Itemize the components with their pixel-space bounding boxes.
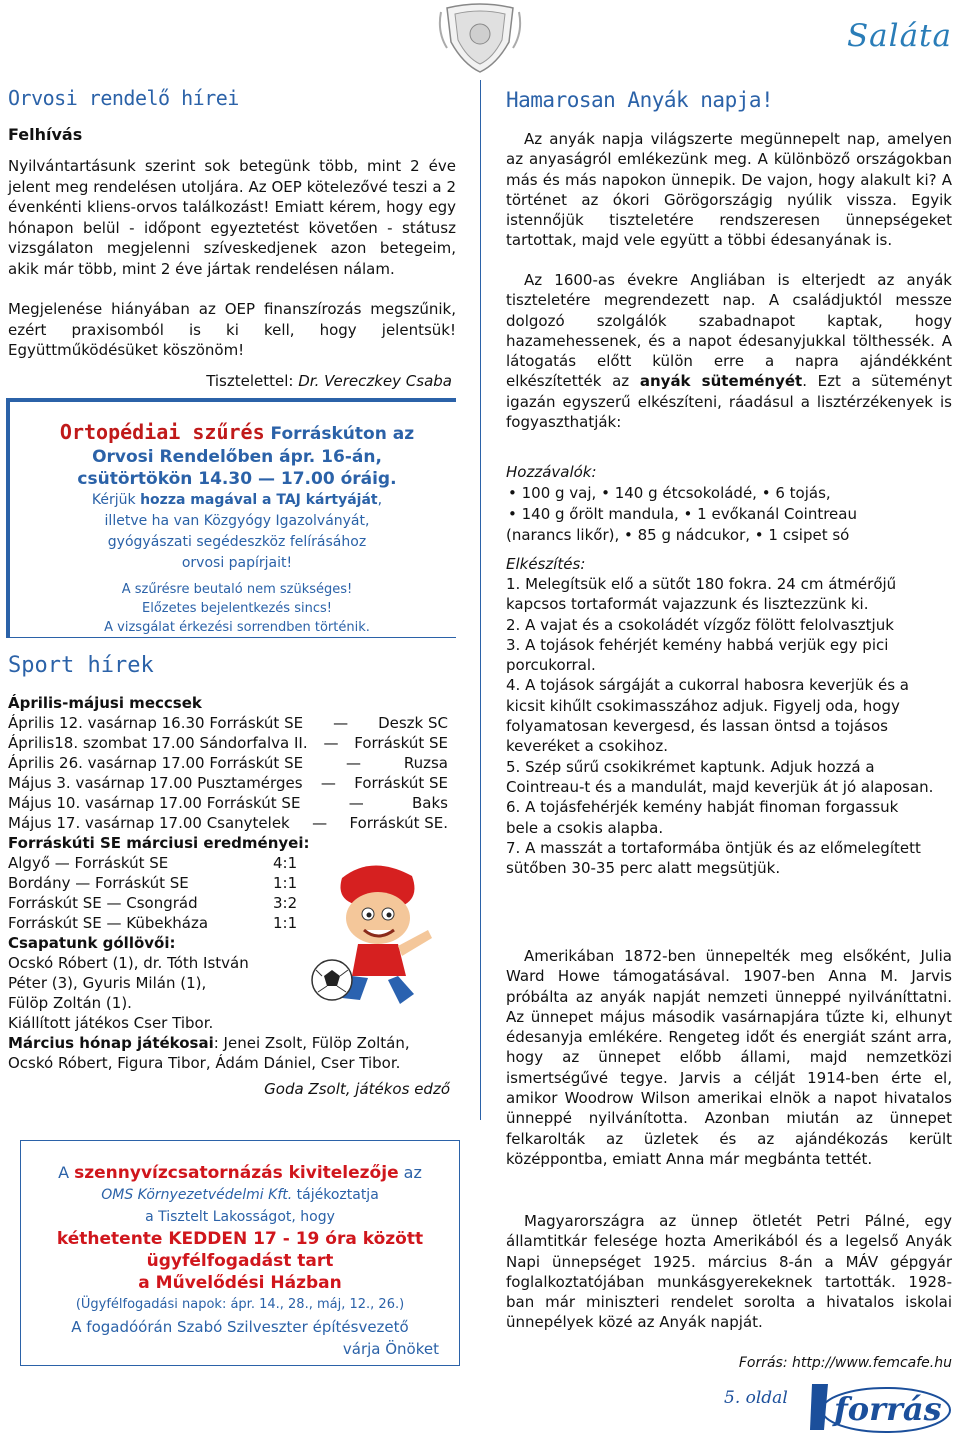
recipe-step: 7. A masszát a tortaformába öntjük és az előmelegített sütőben 30-35 perc alatt megsütjük.: [506, 838, 921, 878]
coat-of-arms-logo: [437, 2, 523, 74]
result-score: 3:2: [273, 894, 298, 912]
match-dash: —: [333, 714, 349, 732]
section-tag: Saláta: [846, 18, 952, 54]
ingredient-item: • 140 g étcsokoládé,: [596, 484, 757, 502]
ortho-note-1: A szűrésre beutaló nem szükséges!: [121, 582, 353, 597]
month-players-label: Március hónap játékosai: [8, 1034, 214, 1052]
signature-prefix: Tisztelettel:: [206, 372, 299, 390]
ingredients-title: Hozzávalók:: [506, 463, 597, 481]
ortho-line-4: [32, 490, 442, 511]
match-home: Április 12. vasárnap 16.30 Forráskút SE: [8, 714, 304, 732]
orthopedic-screening-box: [6, 398, 456, 638]
recipe-step: 4. A tojások sárgáját a cukorral habosra keverjük és a kicsit kihűlt csokimasszához adjuk. Figyelj oda, hogy folyamatosan kevergesd, és lassan öntsd a tojásos keveréket a csokihoz.: [506, 676, 909, 756]
result-score: 4:1: [273, 854, 298, 872]
scorers-line-1: Ocskó Róbert (1), dr. Tóth István: [8, 954, 249, 972]
p2-c: . Ezt a süteményt igazán egyszerű elkészíteni, ráadásul a lisztérzékenyek is fogyaszthatják:: [506, 372, 953, 432]
match-away: Forráskút SE: [354, 774, 448, 792]
sewer-line-1: [27, 1161, 453, 1185]
sewer-line-7: (Ügyfélfogadási napok: ápr. 14., 28., máj, 12., 26.): [75, 1297, 405, 1312]
scorers-line-3: Fülöp Zoltán (1).: [8, 994, 132, 1012]
sewer-company: OMS Környezetvédelmi Kft.: [101, 1187, 293, 1203]
match-home: Április18. szombat 17.00 Sándorfalva II.: [8, 734, 308, 752]
p2-cake-name: anyák süteményét: [639, 372, 803, 391]
match-away: Baks: [412, 794, 448, 812]
sewer-line-1-c: az: [398, 1163, 422, 1182]
month-players: [8, 1033, 448, 1073]
mothers-day-title: Hamarosan Anyák napja!: [506, 88, 774, 112]
result-score: 1:1: [273, 914, 298, 932]
ortho-line-4-a: Kérjük: [91, 492, 141, 508]
source-line: Forrás: http://www.femcafe.hu: [738, 1355, 952, 1371]
sewer-line-1-a: A: [58, 1163, 75, 1182]
signature-name: Dr. Vereczkey Csaba: [298, 372, 452, 390]
sewer-line-5: ügyfélfogadást tart: [146, 1251, 334, 1271]
ingredient-item: • 1 evőkanál Cointreau: [678, 505, 857, 523]
result-teams: Forráskút SE — Kübekháza: [8, 914, 209, 932]
recipe-step: 6. A tojásfehérjék kemény habját finoman forgassuk bele a csokis alapba.: [506, 798, 899, 837]
result-teams: Bordány — Forráskút SE: [8, 874, 189, 892]
clinic-news-title: Orvosi rendelő hírei: [8, 86, 239, 110]
notice-paragraph-2: Megjelenése hiányában az OEP finanszírozás megszűnik, ezért praxisomból is ki kell, hogy jelentsük! Együttműködésüket köszönöm!: [8, 300, 456, 359]
match-home: Május 3. vasárnap 17.00 Pusztamérges: [8, 774, 303, 792]
p2-a: Az 1600-as évekre Angliában is elterjedt az anyák tiszteletére megrendezett nap. A családjuktól messze dolgozó szolgálók szabadnapot kaptak, hogy hazamehessenek, és a napot édesanyjukkal tölthessék. A látogatás előtt külön erre a napra ajándékként elkészítették az: [506, 271, 952, 391]
result-score: 1:1: [273, 874, 298, 892]
column-divider: [480, 80, 481, 1120]
match-home: Május 17. vasárnap 17.00 Csanytelek: [8, 814, 290, 832]
match-row: [8, 753, 448, 773]
match-row: [8, 773, 448, 793]
match-dash: —: [345, 754, 361, 772]
notice-paragraph-1: Nyilvántartásunk szerint sok betegünk több, mint 2 éve jelent meg rendelésen utoljára. Az OEP kötelezővé teszi a 2 évenkénti kliens-orvos találkozást! Emiatt kérem, hogy egy hónapon belül - időpont egyeztetést követően - státusz vizsgálaton megjelenni szíveskedjenek azon betegeim, akik már több, mint 2 éve jártak rendelésen nálam.: [8, 157, 456, 278]
mothers-day-p1: Az anyák napja világszerte megünnepelt nap, amelyen az anyaságról emlékezünk meg. A különböző országokban más és más napokon ünnepik. De vajon, hogy alakult ki? A történet az ókori Görögországig nyúlik vissza. Egyik istennőjük tiszteletére rendszeresen ünnepségeket tartottak, majd vele együtt a többi édesanyának is.: [506, 130, 952, 250]
match-away: Forráskút SE: [354, 734, 448, 752]
ingredient-item: • 6 tojás,: [756, 484, 831, 502]
forras-logo: [806, 1380, 954, 1436]
recipe-step: 5. Szép sűrű csokikrémet kaptunk. Adjuk hozzá a Cointreau-t és a mandulát, majd keverjük át jó alaposan.: [506, 757, 934, 796]
sewer-line-2: [27, 1185, 453, 1206]
scorers-line-2: Péter (3), Gyuris Milán (1),: [8, 974, 207, 992]
match-row: [8, 793, 448, 813]
ortho-line-5: illetve ha van Közgyógy Igazolványát,: [104, 513, 370, 529]
ortho-title-rest: Forráskúton az: [264, 424, 415, 444]
steps-list: [506, 574, 934, 878]
ingredients-line-3: [506, 525, 952, 546]
sewer-line-4: kéthetente KEDDEN 17 - 19 óra között: [56, 1229, 424, 1249]
match-row: [8, 813, 448, 833]
ingredients-line-3-a: (narancs likőr),: [506, 526, 620, 544]
sewer-line-8: A fogadóórán Szabó Szilveszter építésvezető: [71, 1318, 409, 1336]
sewer-line-1-b: szennyvízcsatornázás kivitelezője: [74, 1163, 399, 1183]
match-away: Deszk SC: [378, 714, 448, 732]
notice-heading: Felhívás: [8, 125, 83, 144]
match-dash: —: [323, 734, 339, 752]
ortho-line-2: Orvosi Rendelőben ápr. 16-án,: [92, 447, 382, 467]
match-away: Ruzsa: [403, 754, 448, 772]
result-teams: Algyő — Forráskút SE: [8, 854, 169, 872]
sent-off: Kiállított játékos Cser Tibor.: [8, 1014, 214, 1032]
recipe-step: 1. Melegítsük elő a sütőt 180 fokra. 24 cm átmérőjű kapcsos tortaformát vajazzunk és lisztezzünk ki.: [506, 575, 897, 614]
match-dash: —: [320, 774, 336, 792]
recipe-step: 3. A tojások fehérjét kemény habbá verjük egy pici porcukorral.: [506, 635, 889, 675]
ortho-title-line: [32, 420, 442, 446]
ortho-title: Ortopédiai szűrés: [59, 420, 265, 444]
matches-title: Április-májusi meccsek: [8, 694, 202, 712]
sewer-line-2-b: tájékoztatja: [292, 1187, 379, 1203]
ingredient-item: • 85 g nádcukor,: [619, 526, 751, 544]
ortho-note-2: Előzetes bejelentkezés sincs!: [142, 601, 332, 616]
month-players-text: : Jenei Zsolt, Fülöp Zoltán, Ocskó Róbert, Figura Tibor, Ádám Dániel, Cser Tibor.: [8, 1034, 410, 1072]
notice-signature: [206, 371, 452, 391]
mothers-day-p3: Amerikában 1872-ben ünnepelték meg elsőként, Julia Ward Howe támogatásával. 1907-ben Anna M. Jarvis próbálta az anyák napját nemzeti ünneppé nyilváníttatni. Az ünnepet május második vasárnapjára tűzte ki, elhunyt édesanyja emlékére. Rengeteg időt és energiát szánt arra, hogy az ünnepet előbb állami, majd nemzetközi ismertségűvé tegye. Jarvis a célját 1914-ben érte el, amikor Woodrow Wilson amerikai elnök a napot hivatalos ünneppé nyilvánította. Azonban miután az ünnepet felkarolták az üzletek és az ajándékozás került középpontba, emiatt Anna már megbánta tettét.: [506, 947, 952, 1168]
steps-title: Elkészítés:: [506, 555, 586, 573]
ingredients-line-2: [506, 504, 952, 525]
match-home: Május 10. vasárnap 17.00 Forráskút SE: [8, 794, 301, 812]
sewer-line-9: várja Önöket: [342, 1340, 439, 1358]
mothers-day-p2: [506, 270, 952, 432]
sport-title: Sport hírek: [8, 653, 154, 678]
match-row: [8, 733, 448, 753]
results-title: Forráskúti SE márciusi eredményei:: [8, 834, 310, 852]
ingredients-list: [506, 483, 952, 546]
scorers-title: Csapatunk góllövői:: [8, 934, 176, 952]
ingredient-item: • 1 csipet só: [750, 526, 850, 544]
recipe-step: 2. A vajat és a csokoládét vízgőz fölött felolvasztjuk: [506, 615, 894, 634]
page-number: 5. oldal: [724, 1388, 788, 1408]
mothers-day-p4: Magyarországra az ünnep ötletét Petri Pálné, egy államtitkár felesége hozta Amerikából és a legelső Anyák Napi ünnepséget 1925. március 8-án a MÁV gépgyár foglalkoztatójában munkásgyerekeknek tartották. 1928-ban már miniszteri rendelet sorolta a hivatalos iskolai ünnepélyek közé az Anyák napját.: [506, 1212, 952, 1332]
ingredient-item: • 140 g őrölt mandula,: [508, 505, 679, 523]
sewer-line-3: a Tisztelt Lakosságot, hogy: [145, 1209, 335, 1225]
sewer-notice-box: [20, 1140, 460, 1366]
matches-list: [8, 713, 458, 833]
sport-author: Goda Zsolt, játékos edző: [264, 1080, 450, 1098]
sewer-line-6: a Művelődési Házban: [138, 1273, 342, 1293]
ortho-line-7: orvosi papírjait!: [181, 555, 293, 571]
match-row: [8, 713, 448, 733]
ortho-line-6: gyógyászati segédeszköz felírásához: [107, 534, 367, 550]
ingredients-line-1: [506, 483, 952, 504]
ortho-line-4-b: hozza magával a TAJ kártyáját: [140, 492, 378, 508]
result-teams: Forráskút SE — Csongrád: [8, 894, 198, 912]
ortho-line-3: csütörtökön 14.30 — 17.00 óráig.: [77, 469, 397, 489]
ortho-line-4-c: ,: [377, 492, 383, 508]
svg-text:forrás: forrás: [834, 1390, 942, 1428]
match-dash: —: [312, 814, 328, 832]
match-home: Április 26. vasárnap 17.00 Forráskút SE: [8, 754, 304, 772]
match-dash: —: [348, 794, 364, 812]
match-away: Forráskút SE.: [349, 814, 448, 832]
football-mascot-illustration: [302, 858, 452, 1008]
ingredient-item: • 100 g vaj,: [508, 484, 597, 502]
ortho-note-3: A vizsgálat érkezési sorrendben történik.: [104, 620, 370, 635]
